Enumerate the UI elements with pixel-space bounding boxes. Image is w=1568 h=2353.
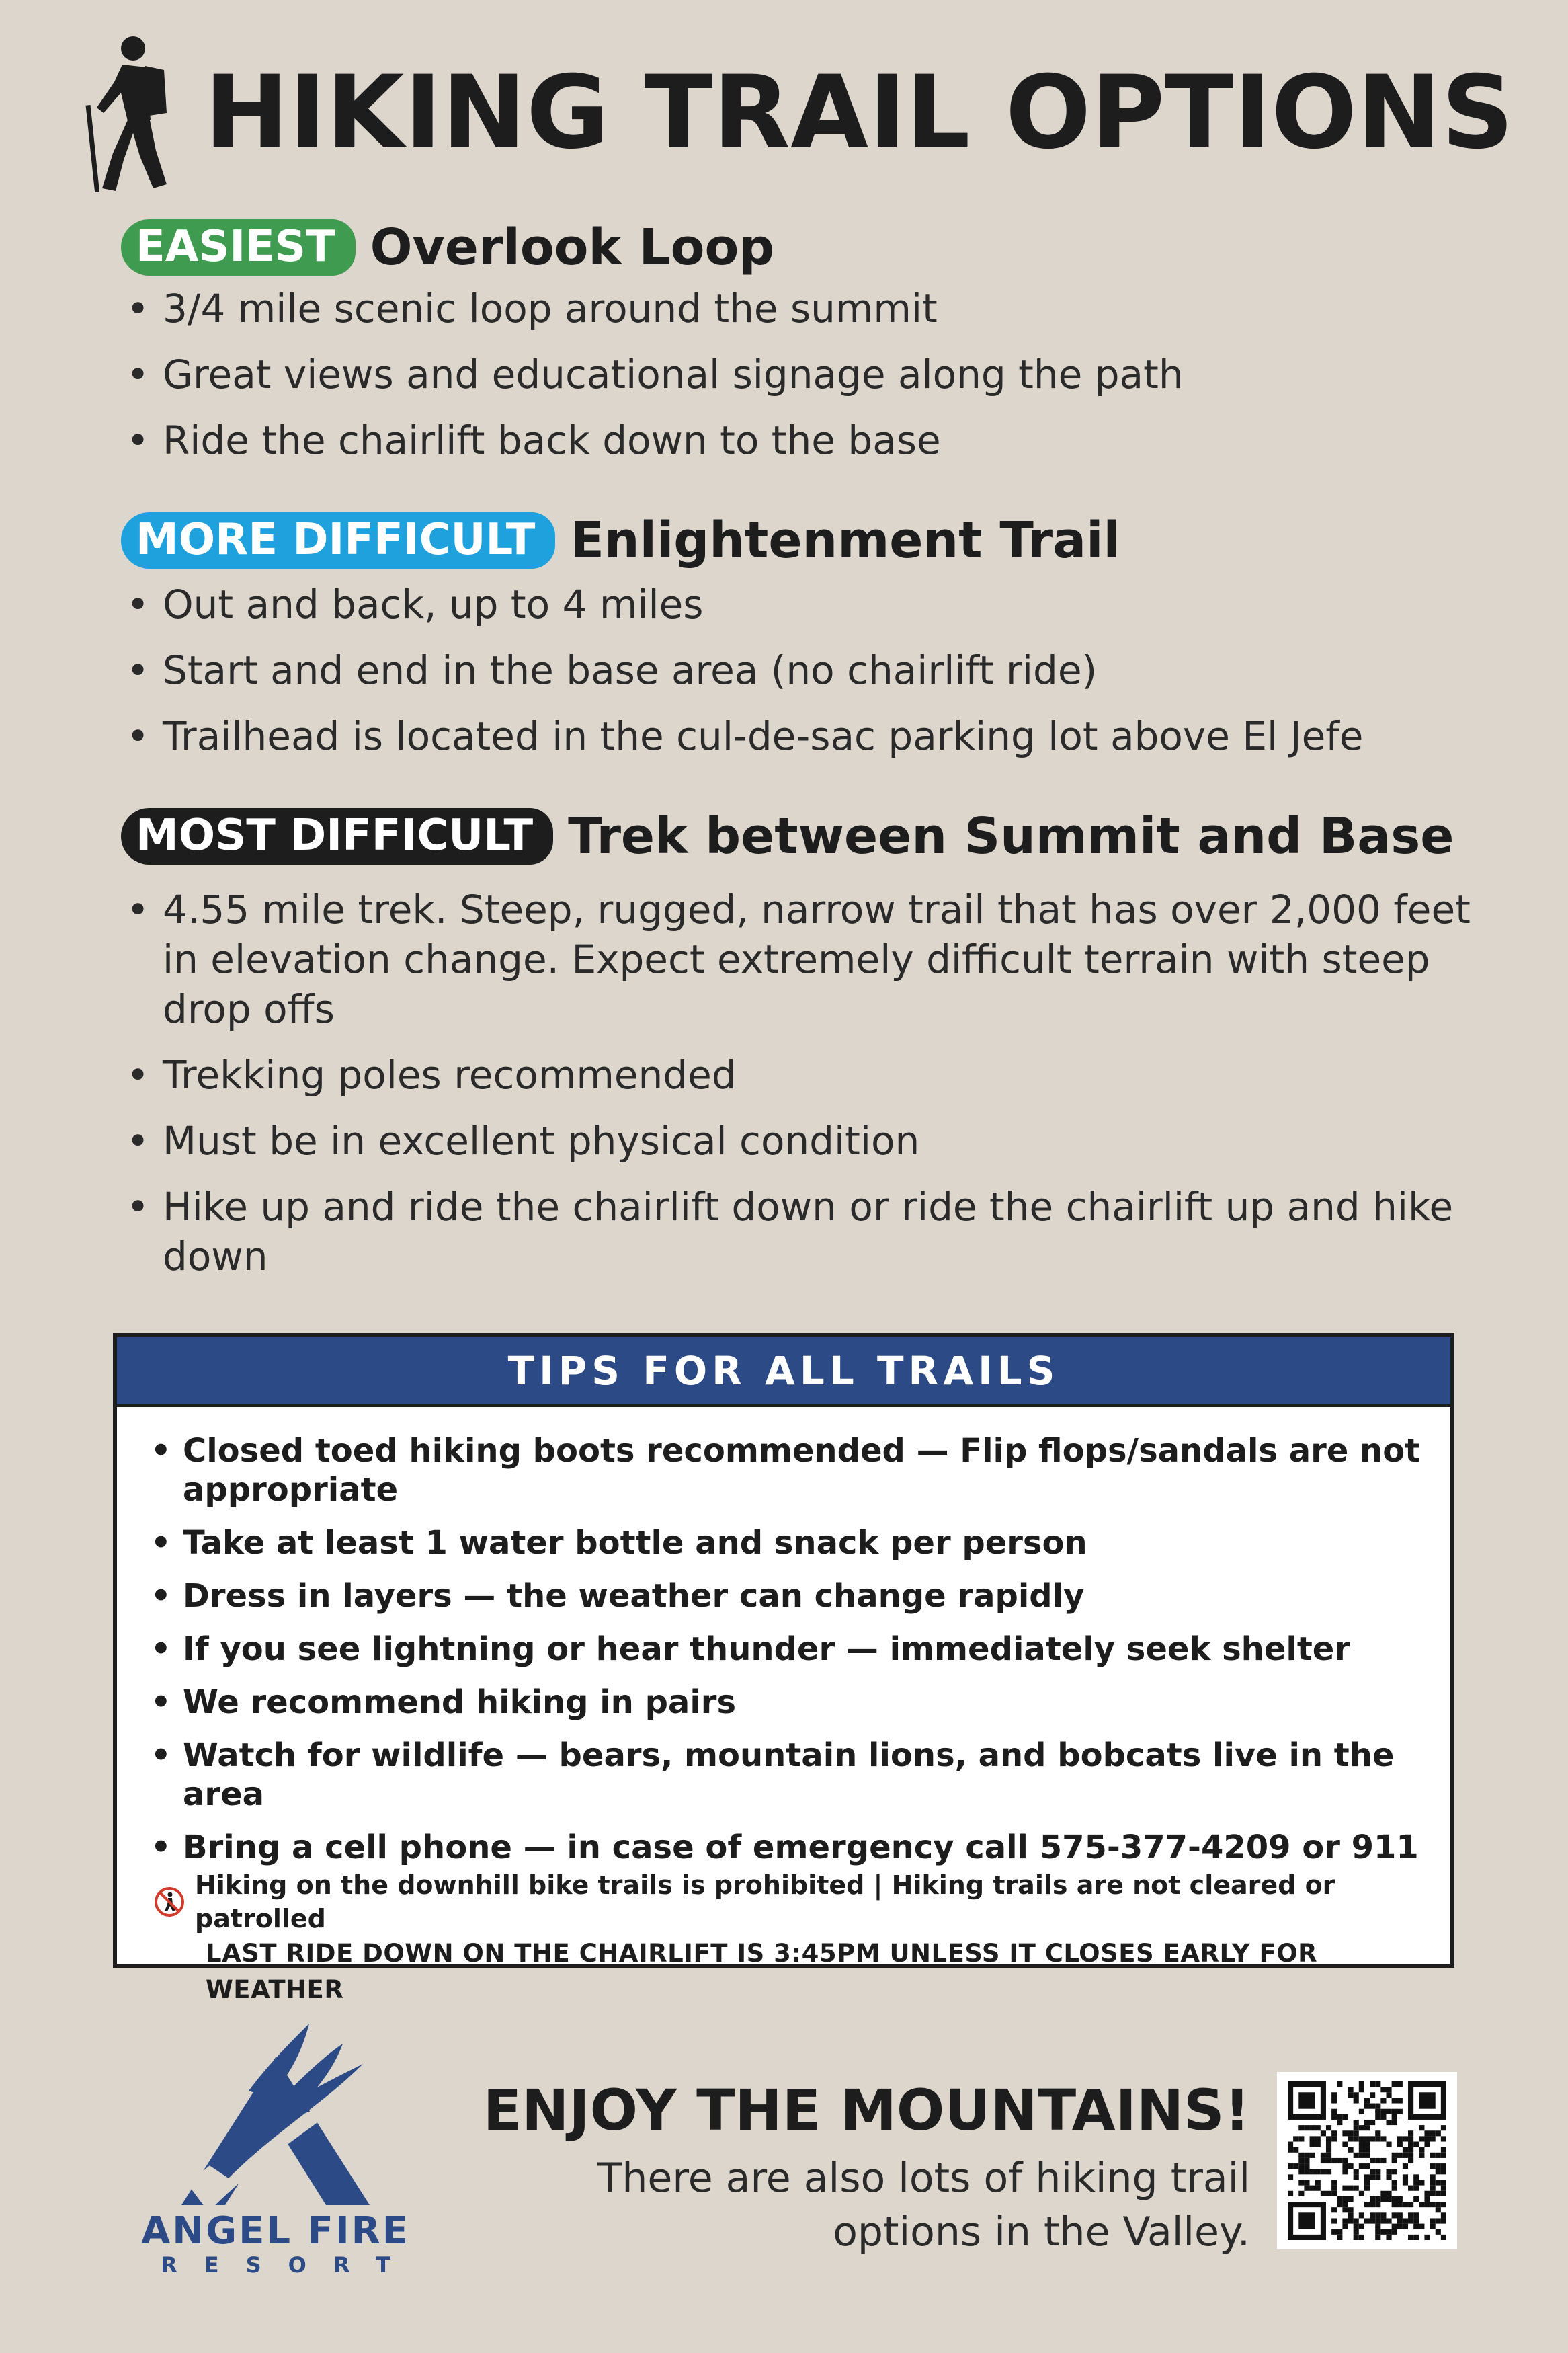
qr-code[interactable]: [1277, 2072, 1457, 2249]
list-item: • Trekking poles recommended: [121, 1050, 1479, 1100]
trail-heading: [121, 804, 1479, 869]
tips-footer: [153, 1868, 1423, 2008]
difficulty-badge-easiest: EASIEST: [121, 219, 356, 276]
list-item: • Take at least 1 water bottle and snack per person: [151, 1523, 1423, 1562]
list-item: • Start and end in the base area (no chairlift ride): [121, 645, 1479, 695]
list-item: • Closed toed hiking boots recommended — Flip flops/sandals are not appropriate: [151, 1431, 1423, 1509]
enjoy-title: ENJOY THE MOUNTAINS!: [483, 2077, 1250, 2143]
trail-name: Enlightenment Trail: [570, 512, 1120, 569]
trail-details: [121, 284, 1479, 465]
qr-code-icon: [1286, 2081, 1448, 2240]
difficulty-badge-most-difficult: MOST DIFFICULT: [121, 808, 553, 865]
list-item: • Trailhead is located in the cul-de-sac parking lot above El Jefe: [121, 711, 1479, 761]
logo-sub: RESORT: [161, 2252, 417, 2278]
notice-row: [153, 1868, 1423, 1936]
trail-heading: [121, 508, 1479, 573]
list-item: • 4.55 mile trek. Steep, rugged, narrow trail that has over 2,000 feet in elevation change. Expect extremely difficult terrain with steep drop offs: [121, 885, 1479, 1034]
tips-panel: [113, 1333, 1454, 2004]
hiker-icon: [81, 32, 181, 194]
list-item: • Hike up and ride the chairlift down or ride the chairlift up and hike down: [121, 1182, 1479, 1281]
difficulty-badge-more-difficult: MORE DIFFICULT: [121, 512, 555, 569]
trail-heading: [121, 215, 1479, 280]
trail-section-more-difficult: [121, 508, 1479, 761]
list-item: • We recommend hiking in pairs: [151, 1683, 1423, 1722]
list-item: • Out and back, up to 4 miles: [121, 580, 1479, 629]
page-title: HIKING TRAIL OPTIONS: [204, 54, 1514, 171]
notice-text: Hiking on the downhill bike trails is prohibited | Hiking trails are not cleared or patrolled: [195, 1870, 1335, 1933]
trail-section-easiest: [121, 215, 1479, 465]
tips-list: [117, 1431, 1450, 1867]
list-item: • 3/4 mile scenic loop around the summit: [121, 284, 1479, 333]
list-item: • Must be in excellent physical condition: [121, 1116, 1479, 1166]
list-item: • Ride the chairlift back down to the base: [121, 415, 1479, 465]
no-hiking-icon: [153, 1886, 185, 1918]
enjoy-line: There are also lots of hiking trail: [597, 2155, 1250, 2202]
trail-name: Overlook Loop: [370, 218, 775, 276]
trail-name: Trek between Summit and Base: [568, 807, 1454, 865]
tips-title: TIPS FOR ALL TRAILS: [117, 1337, 1450, 1407]
list-item: • Bring a cell phone — in case of emergency call 575-377-4209 or 911: [151, 1828, 1423, 1867]
list-item: • Dress in layers — the weather can change rapidly: [151, 1577, 1423, 1616]
list-item: • Great views and educational signage along the path: [121, 350, 1479, 399]
trail-section-most-difficult: [121, 804, 1479, 1281]
enjoy-line: options in the Valley.: [833, 2208, 1250, 2256]
last-ride-notice: LAST RIDE DOWN ON THE CHAIRLIFT IS 3:45PM UNLESS IT CLOSES EARLY FOR WEATHER: [206, 1939, 1318, 2004]
list-item: • If you see lightning or hear thunder — immediately seek shelter: [151, 1630, 1423, 1669]
title-row: [81, 32, 1514, 194]
enjoy-text: [497, 2151, 1250, 2259]
logo-name: ANGEL FIRE: [140, 2209, 411, 2253]
list-item: • Watch for wildlife — bears, mountain lions, and bobcats live in the area: [151, 1736, 1423, 1814]
trail-details: [121, 885, 1479, 1281]
trail-details: [121, 580, 1479, 761]
